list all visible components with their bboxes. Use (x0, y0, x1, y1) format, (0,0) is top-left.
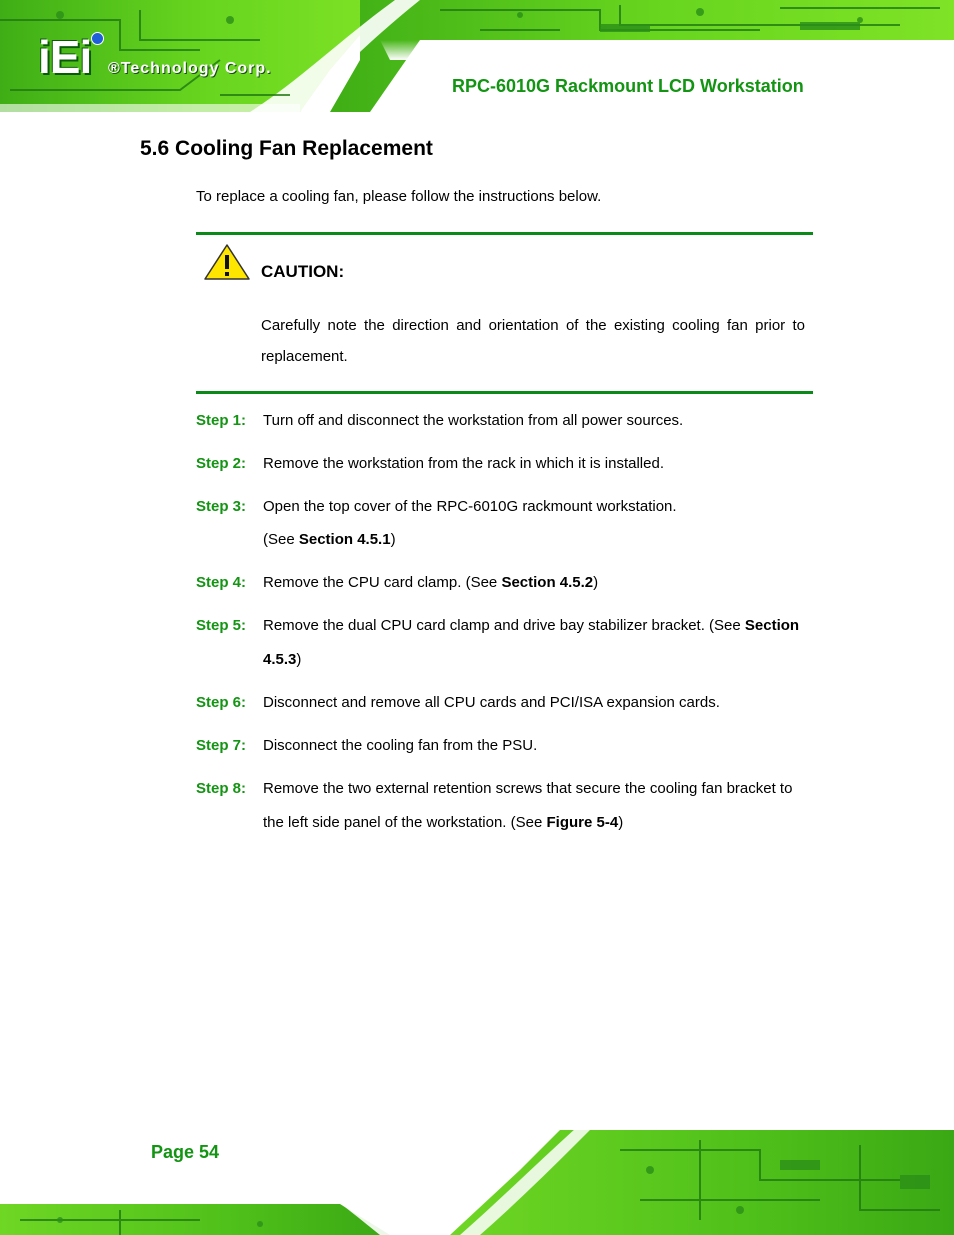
caution-top-rule (196, 232, 813, 235)
step-text: Remove the workstation from the rack in which it is installed. (263, 455, 664, 472)
caution-text: Carefully note the direction and orientation of the existing cooling fan prior to replacement. (261, 317, 805, 365)
step-label: Step 4: (196, 574, 247, 591)
logo-mark: iEi (38, 31, 92, 83)
page-number: Page 54 (151, 1142, 220, 1162)
caution-bottom-rule (196, 391, 813, 394)
logo-dot (91, 32, 104, 45)
footer-circuit-banner (0, 1120, 954, 1235)
step-label: Step 8: (196, 780, 247, 797)
logo-subtitle: ®Technology Corp. (108, 60, 272, 77)
section-title: 5.6 Cooling Fan Replacement (140, 137, 433, 160)
step-text: Remove the two external retention screws that secure the cooling fan bracket to the left side panel of the workstation. (See Figure 5-4) (263, 780, 793, 831)
step-label: Step 3: (196, 498, 247, 515)
warning-icon (203, 243, 251, 281)
step-text: Open the top cover of the RPC-6010G rackmount workstation. (See Section 4.5.1) (263, 498, 677, 548)
step-label: Step 1: (196, 412, 247, 429)
step-label: Step 6: (196, 694, 247, 711)
iei-logo (38, 30, 298, 84)
step-text: Disconnect the cooling fan from the PSU. (263, 737, 538, 754)
step-label: Step 7: (196, 737, 247, 754)
step-label: Step 5: (196, 617, 247, 634)
step-text: Disconnect and remove all CPU cards and PCI/ISA expansion cards. (263, 694, 720, 711)
section-reference: Section 4.5.2 (501, 574, 594, 591)
step-text: Turn off and disconnect the workstation from all power sources. (263, 412, 684, 429)
section-reference: Section 4.5.1 (298, 531, 391, 548)
section-reference: Section 4.5.3 (263, 617, 800, 668)
section-intro: To replace a cooling fan, please follow the instructions below. (196, 188, 602, 205)
caution-label: CAUTION: (261, 262, 345, 281)
step-text: Remove the CPU card clamp. (See Section 4.5.2) (263, 574, 599, 591)
document-title: RPC-6010G Rackmount LCD Workstation (452, 76, 804, 96)
step-label: Step 2: (196, 455, 247, 472)
figure-reference: Figure 5-4 (546, 814, 619, 831)
step-text: Remove the dual CPU card clamp and drive bay stabilizer bracket. (See Section 4.5.3) (263, 617, 800, 668)
